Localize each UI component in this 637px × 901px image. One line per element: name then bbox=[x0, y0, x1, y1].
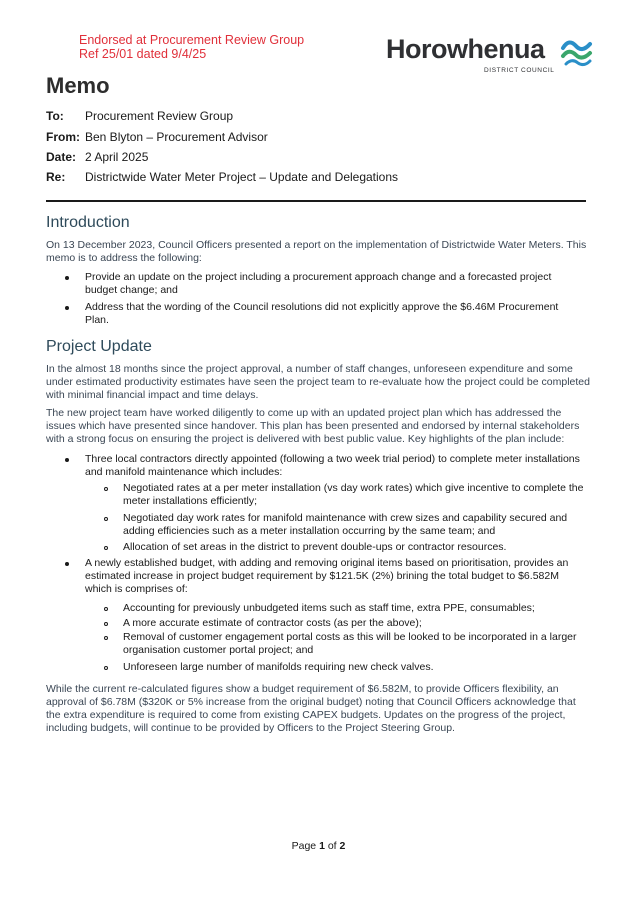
sub-bullet-icon bbox=[104, 517, 108, 521]
logo-subtitle: DISTRICT COUNCIL bbox=[484, 67, 555, 74]
from-value: Ben Blyton – Procurement Advisor bbox=[85, 130, 268, 144]
intro-heading: Introduction bbox=[46, 214, 130, 231]
update-bullet-2-sub-3: Removal of customer engagement portal costs as this will be looked to be incorporated in a larger organisation customer portal project; and bbox=[123, 631, 577, 656]
update-bullet-2: A newly established budget, with adding and removing original items based on prioritisation, provides an estimated increase in project budget requirement by $121.5K (2%) brining the total budget to $6.582M which is comprises of: bbox=[85, 557, 569, 595]
bullet-icon bbox=[65, 458, 69, 462]
date-label: Date: bbox=[46, 150, 77, 164]
page-footer bbox=[0, 840, 637, 852]
update-bullet-1-sub-2: Negotiated day work rates for manifold maintenance with crew sizes and capability secured and adding efficiencies such as a meter installation occurring by the same team; and bbox=[123, 512, 568, 537]
page-current: 1 bbox=[319, 840, 325, 852]
bullet-icon bbox=[65, 306, 69, 310]
wave-icon bbox=[560, 36, 594, 68]
to-label: To: bbox=[46, 109, 64, 123]
page-total: 2 bbox=[339, 840, 346, 852]
update-bullet-2-sub-2: A more accurate estimate of contractor costs (as per the above); bbox=[123, 617, 422, 629]
sub-bullet-icon bbox=[104, 546, 108, 550]
from-label: From: bbox=[46, 130, 80, 144]
re-value: Districtwide Water Meter Project – Update and Delegations bbox=[85, 170, 399, 184]
sub-bullet-icon bbox=[104, 622, 108, 626]
page-word: Page bbox=[291, 840, 317, 852]
update-paragraph-1: In the almost 18 months since the project approval, a number of staff changes, unforeseen expenditure and some under estimated productivity estimates have seen the project team to re-evaluate how the project could be completed with minimal financial impact and time delays. bbox=[46, 363, 590, 401]
sub-bullet-icon bbox=[104, 607, 108, 611]
bullet-icon bbox=[65, 276, 69, 280]
update-bullet-2-sub-4: Unforeseen large number of manifolds requiring new check valves. bbox=[123, 661, 434, 673]
update-paragraph-3: While the current re-calculated figures show a budget requirement of $6.582M, to provide Officers flexibility, an approval of $6.78M ($320K or 5% increase from the original budget) noting that Council Officers acknowledge that the extra expenditure is required to come from existing CAPEX budgets. Updates on the progress of the project, including budgets, will continue to be provided by Officers to the Project Steering Group. bbox=[46, 683, 576, 734]
update-heading: Project Update bbox=[46, 338, 152, 355]
header-divider bbox=[46, 200, 586, 202]
re-label: Re: bbox=[46, 170, 66, 184]
update-paragraph-2: The new project team have worked diligently to come up with an updated project plan which has addressed the issues which have presented since handover. This plan has been presented and endorsed by internal stakeholders with a strong focus on ensuring the project is delivered with best public value. Key highlights of the plan include: bbox=[46, 407, 580, 445]
update-bullet-1: Three local contractors directly appointed (following a two week trial period) to complete meter installations and manifold maintenance which includes: bbox=[85, 453, 580, 478]
endorsement-line-1: Endorsed at Procurement Review Group bbox=[79, 33, 305, 47]
sub-bullet-icon bbox=[104, 487, 108, 491]
update-bullet-2-sub-1: Accounting for previously unbudgeted items such as staff time, extra PPE, consumables; bbox=[123, 602, 535, 614]
page-of: of bbox=[327, 840, 337, 852]
intro-paragraph: On 13 December 2023, Council Officers presented a report on the implementation of Districtwide Water Meters. This memo is to address the following: bbox=[46, 239, 587, 264]
sub-bullet-icon bbox=[104, 636, 108, 640]
endorsement-stamp bbox=[79, 33, 304, 61]
logo-wordmark: Horowhenua bbox=[386, 34, 545, 64]
update-bullet-1-sub-3: Allocation of set areas in the district to prevent double-ups or contractor resources. bbox=[123, 541, 507, 553]
endorsement-line-2: Ref 25/01 dated 9/4/25 bbox=[79, 47, 207, 61]
update-bullet-1-sub-1: Negotiated rates at a per meter installation (vs day work rates) which give incentive to complete the meter installations efficiently; bbox=[123, 482, 584, 507]
intro-bullet-2: Address that the wording of the Council resolutions did not explicitly approve the $6.46M Procurement Plan. bbox=[85, 301, 559, 326]
sub-bullet-icon bbox=[104, 666, 108, 670]
intro-bullet-1: Provide an update on the project including a procurement approach change and a forecasted project budget change; and bbox=[85, 271, 552, 296]
date-value: 2 April 2025 bbox=[85, 150, 149, 164]
council-logo bbox=[386, 34, 596, 78]
bullet-icon bbox=[65, 562, 69, 566]
memo-title: Memo bbox=[46, 73, 110, 98]
to-value: Procurement Review Group bbox=[85, 109, 234, 123]
